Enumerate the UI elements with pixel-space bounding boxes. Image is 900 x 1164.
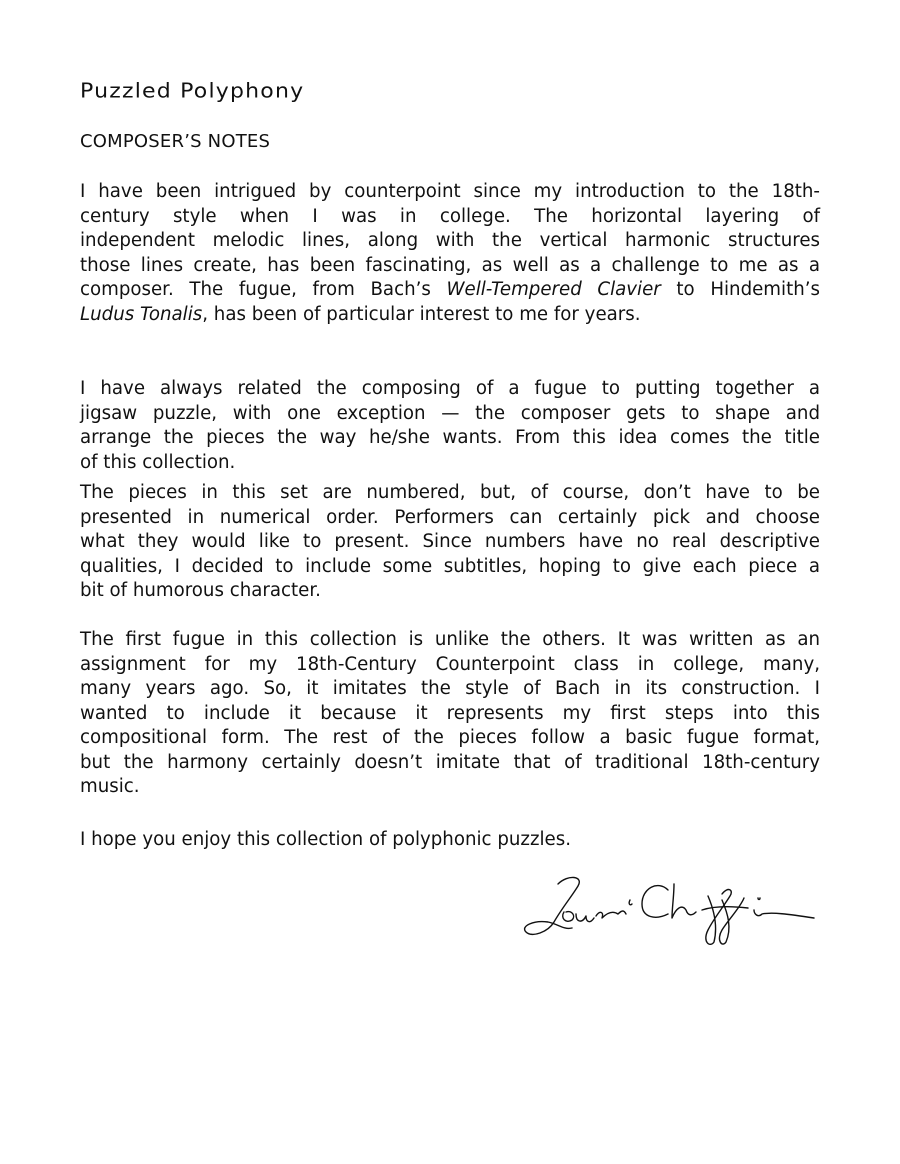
paragraph-numbering [80,481,820,604]
work-title-italic: Well-Tempered Clavier [446,279,661,300]
line-text: to Hindemith’s [660,279,820,300]
paragraph-line: presented in numerical order. Performers can certainly pick and choose [80,506,820,528]
document-title: Puzzled Polyphony [80,80,305,103]
section-heading: COMPOSER’S NOTES [80,131,271,152]
handwritten-signature [518,870,818,950]
paragraph-line: independent melodic lines, along with the vertical harmonic structures [80,230,820,251]
paragraph-closing [80,828,820,853]
paragraph-intro [80,180,820,327]
paragraph-line: but the harmony certainly doesn’t imitate that of traditional 18th-century [80,751,820,773]
line-text: , has been of particular interest to me for years. [202,303,641,325]
paragraph-line: what they would like to present. Since numbers have no real descriptive [80,531,820,552]
paragraph-line: music. [80,776,140,797]
paragraph-line: wanted to include it because it represents my first steps into this [80,702,820,724]
paragraph-line: The pieces in this set are numbered, but, of course, don’t have to be [80,482,820,503]
paragraph-line: compositional form. The rest of the pieces follow a basic fugue format, [80,727,820,748]
paragraph-line: assignment for my 18th-Century Counterpoint class in college, many, [80,653,820,675]
line-text: composer. The fugue, from Bach’s [80,279,447,300]
paragraph-line: bit of humorous character. [80,580,321,601]
work-title-italic: Ludus Tonalis [80,303,203,325]
paragraph-line [80,278,820,303]
paragraph-line: century style when I was in college. The horizontal layering of [80,205,820,227]
paragraph-line: qualities, I decided to include some subtitles, hoping to give each piece a [80,555,820,577]
paragraph-line: arrange the pieces the way he/she wants. From this idea comes the title [80,427,820,448]
paragraph-line: The first fugue in this collection is unlike the others. It was written as an [80,629,820,650]
paragraph-line: those lines create, has been fascinating, as well as a challenge to me as a [80,254,820,276]
paragraph-line: jigsaw puzzle, with one exception — the composer gets to shape and [80,402,820,424]
paragraph-line: I have been intrigued by counterpoint since my introduction to the 18th- [80,181,820,202]
paragraph-line: of this collection. [80,451,236,473]
paragraph-line [80,303,820,328]
paragraph-jigsaw [80,377,820,475]
paragraph-line: I have always related the composing of a fugue to putting together a [80,378,820,399]
paragraph-line: many years ago. So, it imitates the style of Bach in its construction. I [80,678,820,699]
paragraph-line: I hope you enjoy this collection of polyphonic puzzles. [80,829,571,850]
paragraph-first-fugue [80,628,820,800]
